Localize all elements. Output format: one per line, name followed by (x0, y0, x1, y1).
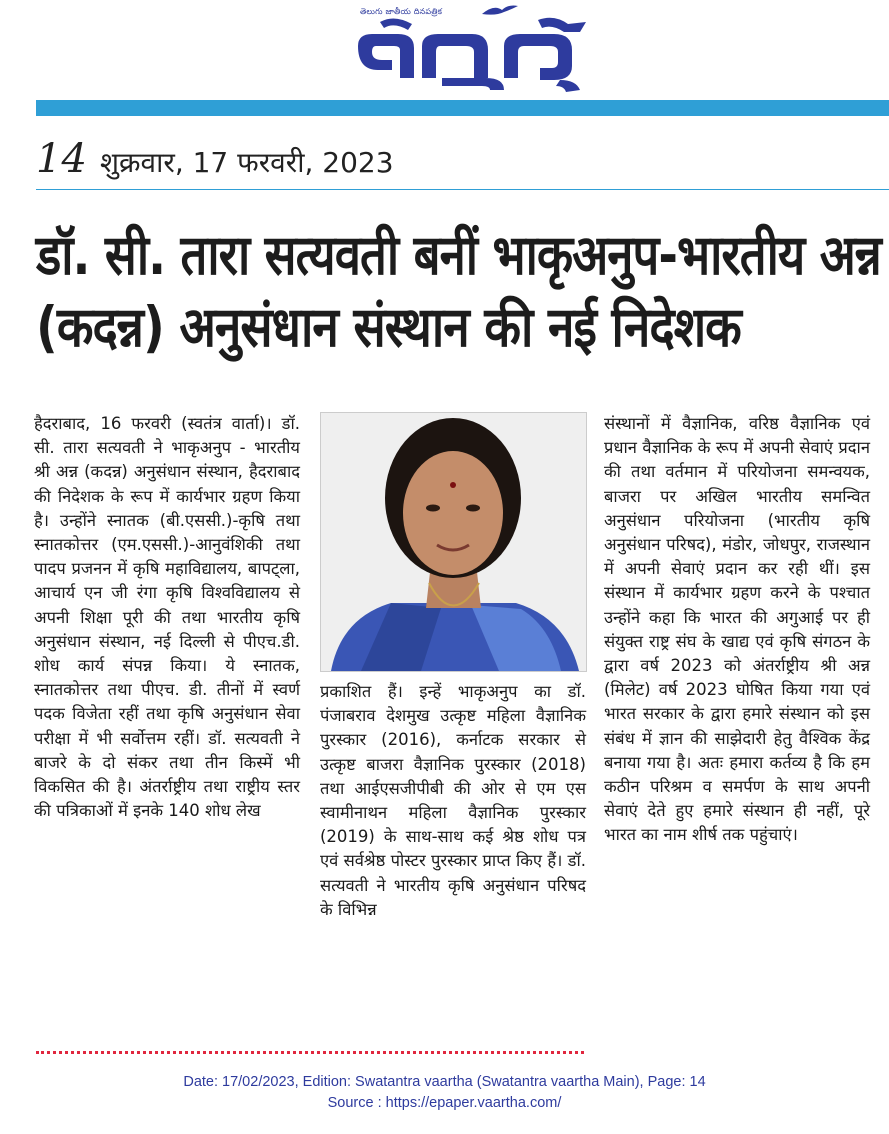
headline-line-2: (कदन्न) अनुसंधान संस्थान की नई निदेशक (36, 295, 741, 360)
dotted-separator (36, 1051, 584, 1054)
article-column-3: संस्थानों में वैज्ञानिक, वरिष्ठ वैज्ञानिक एवं प्रधान वैज्ञानिक के रूप में अपनी सेवाएं प्रदान की तथा वर्तमान में परियोजना समन्वयक, बाजरा पर अखिल भारतीय समन्वित अनुसंधान परियोजना (भारतीय कृषि अनुसंधान परिषद), मंडोर, जोधपुर, राजस्थान में अपनी सेवाएं प्रदान कर रही थीं। इस संस्थान में कार्यभार ग्रहण करने के पश्चात उन्होंने कहा कि भारत की अगुआई पर ही संयुक्त राष्ट्र संघ के खाद्य एवं कृषि संगठन के द्वारा वर्ष 2023 को अंतर्राष्ट्रीय श्री अन्न (मिलेट) वर्ष 2023 घोषित किया गया एवं भारत सरकार के द्वारा हमारे संस्थान को इस संबंध में ज्ञान की साझेदारी हेतु वैश्विक केंद्र बनाया गया है। अतः हमारा कर्तव्य है कि हम कठीन परिश्रम व समर्पण के साथ अपनी सेवाएं देते हुए हमारे संस्थान ही नहीं, पूरे भारत का नाम शीर्ष तक पहुंचाएं। (604, 414, 870, 845)
source-line: Source : https://epaper.vaartha.com/ (327, 1095, 562, 1111)
dateline (36, 136, 394, 186)
date-text: शुक्रवार, 17 फरवरी, 2023 (100, 146, 394, 179)
dateline-rule (36, 189, 889, 190)
portrait-photo-icon (320, 412, 587, 672)
logo-text (356, 20, 372, 34)
headline-line-1: डॉ. सी. तारा सत्यवती बनीं भाकृअनुप-भारतीय अन्न (36, 223, 881, 288)
masthead-tagline: తెలుగు జాతీయ దినపత్రిక (360, 7, 443, 16)
edition-line: Date: 17/02/2023, Edition: Swatantra vaartha (Swatantra vaartha Main), Page: 14 (183, 1074, 706, 1090)
header-rule (36, 100, 889, 116)
headline (36, 220, 886, 360)
clipping-footer (0, 1072, 889, 1114)
article-column-2: प्रकाशित हैं। इन्हें भाकृअनुप का डॉ. पंजाबराव देशमुख उत्कृष्ट महिला वैज्ञानिक पुरस्कार (2016), कर्नाटक सरकार से उत्कृष्ट बाजरा वैज्ञानिक पुरस्कार (2018) तथा आईएसजीपीबी की ओर से एम एस स्वामीनाथन महिला वैज्ञानिक पुरस्कार (2019) के साथ-साथ कई श्रेष्ठ शोध पत्र एवं सर्वश्रेष्ठ पोस्टर पुरस्कार प्राप्त किए हैं। डॉ. सत्यवती ने भारतीय कृषि अनुसंधान परिषद के विभिन्न (320, 682, 586, 919)
article-column-1: हैदराबाद, 16 फरवरी (स्वतंत्र वार्ता)। डॉ. सी. तारा सत्यवती ने भाकृअनुप - भारतीय श्री अन्न (कदन्न) अनुसंधान संस्थान, हैदराबाद की निदेशक के रूप में कार्यभार ग्रहण किया है। उन्होंने स्नातक (बी.एससी.)-कृषि तथा स्नातकोत्तर (एम.एससी.)-आनुवंशिकी तथा पादप प्रजनन में कृषि महाविद्यालय, बापट्ला, आचार्य एन जी रंगा कृषि विश्वविद्यालय से अपनी शिक्षा पूरी की तथा भारतीय कृषि अनुसंधान संस्थान, नई दिल्ली से पीएच.डी. शोध कार्य संपन्न किया। ये स्नातक, स्नातकोत्तर तथा पीएच. डी. तीनों में स्वर्ण पदक विजेता रहीं तथा कृषि अनुसंधान सेवा परीक्षा में भी सर्वोत्तम रहीं। डॉ. सत्यवती ने बाजरे के दो संकर तथा तीन किस्में भी विकसित की है। अंतर्राष्ट्रीय तथा राष्ट्रीय स्तर की पत्रिकाओं में इनके 140 शोध लेख (34, 414, 300, 821)
page-number: 14 (36, 136, 87, 182)
masthead (0, 0, 889, 100)
vaartha-logo (354, 16, 594, 96)
